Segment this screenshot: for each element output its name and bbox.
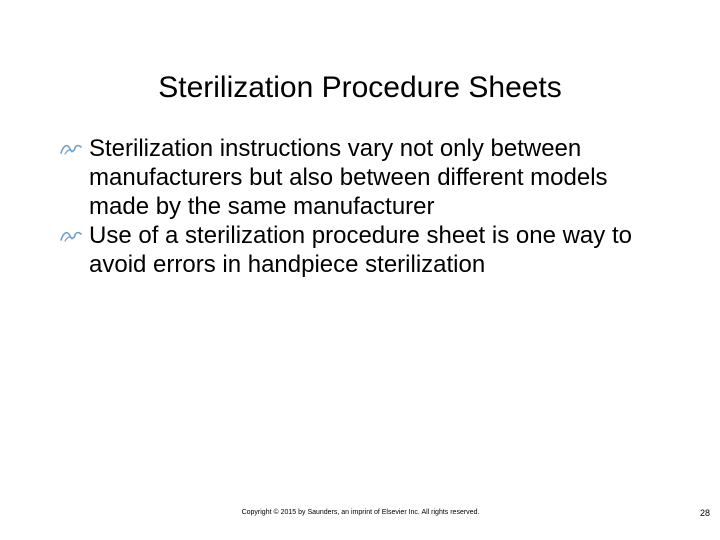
slide-title: Sterilization Procedure Sheets [158,71,562,105]
copyright-notice: Copyright © 2015 by Saunders, an imprint of Elsevier Inc. All rights reserved. [241,509,480,516]
bullet-item [60,221,660,279]
bullet-item [60,134,660,221]
slide-footer [0,508,720,520]
bullet-text: Sterilization instructions vary not only between manufacturers but also between different models made by the same manufacturer [89,135,608,220]
slide-number: 28 [699,508,710,518]
bullet-text: Use of a sterilization procedure sheet is one way to avoid errors in handpiece sterilization [89,222,632,278]
swirl-bullet-icon [60,143,82,155]
swirl-bullet-icon [60,230,82,242]
bullet-list [60,134,660,279]
